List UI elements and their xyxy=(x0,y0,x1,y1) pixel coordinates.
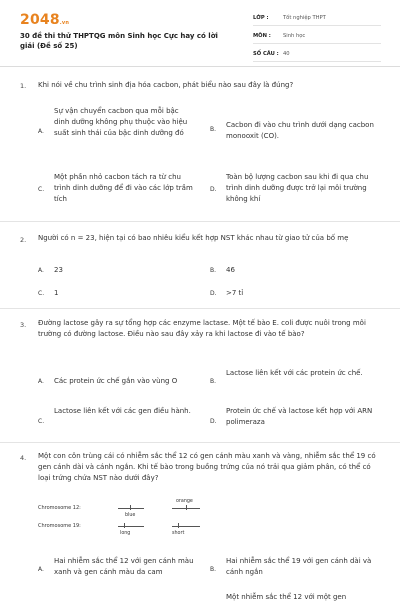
option-letter: B. xyxy=(210,378,217,385)
option-letter: C. xyxy=(38,290,45,297)
question-number: 3. xyxy=(20,321,27,329)
option-letter: A. xyxy=(38,128,44,135)
chromosome-12-left-locus xyxy=(130,505,131,510)
option-letter: B. xyxy=(210,267,217,274)
document-title: 30 đề thi thử THPTQG môn Sinh học Cực hay có lời giải (Đề số 25) xyxy=(20,32,218,50)
meta-row-class: LỚP : Tốt nghiệp THPT xyxy=(253,13,381,26)
chromosome-19-left xyxy=(118,526,144,527)
option-d-partial[interactable]: Một nhiễm sắc thể 12 với một gen xyxy=(226,593,347,601)
option-letter: A. xyxy=(38,267,44,274)
question-number: 1. xyxy=(20,82,27,90)
site-logo[interactable]: 2048.vn xyxy=(20,12,70,28)
option-a[interactable]: Các protein ức chế gắn vào vùng O xyxy=(54,377,178,385)
option-c[interactable]: Một phần nhỏ cacbon tách ra từ chu trình dinh dưỡng để đi vào các lớp trầm tích xyxy=(54,173,193,203)
option-letter: D. xyxy=(210,418,217,425)
option-d[interactable]: Toàn bộ lượng cacbon sau khi đi qua chu trình dinh dưỡng được trở lại môi trường không khí xyxy=(226,173,369,203)
chromosome-12-label: Chromosome 12: xyxy=(38,505,81,511)
option-letter: C. xyxy=(38,186,45,193)
option-letter: A. xyxy=(38,378,44,385)
question-text: Người có n = 23, hiện tại có bao nhiêu kiểu kết hợp NST khác nhau từ giao tử của bố mẹ xyxy=(38,234,349,242)
chromosome-19-left-locus xyxy=(124,523,125,528)
question-number: 2. xyxy=(20,236,27,244)
question-number: 4. xyxy=(20,454,27,462)
option-b[interactable]: Hai nhiễm sắc thể 19 với gen cánh dài và cánh ngắn xyxy=(226,557,372,576)
option-b[interactable]: Cacbon đi vào chu trình dưới dạng cacbon monooxit (CO). xyxy=(226,121,374,140)
question-text: Một con côn trùng cái có nhiễm sắc thể 12 có gen cánh màu xanh và vàng, nhiễm sắc thể 19 có gen cánh dài và cánh ngắn. Khi tế bào trong buồng trứng của nó trải qua giảm phân, có thể có loại trứng chứa NST nào dưới đây? xyxy=(38,452,376,482)
option-d[interactable]: >7 tỉ xyxy=(226,289,244,297)
header-divider xyxy=(0,66,400,67)
option-letter: C. xyxy=(38,418,45,425)
question-text: Khi nói về chu trình sinh địa hóa cacbon, phát biểu nào sau đây là đúng? xyxy=(38,81,294,89)
option-letter: B. xyxy=(210,566,217,573)
chromosome-19-right xyxy=(172,526,200,527)
option-d[interactable]: Protein ức chế và lactose kết hợp với ARN polimeraza xyxy=(226,407,373,426)
meta-row-question-count: SỐ CÂU : 40 xyxy=(253,49,381,62)
meta-row-subject: MÔN : Sinh học xyxy=(253,31,381,44)
option-letter: D. xyxy=(210,186,217,193)
option-b[interactable]: 46 xyxy=(226,266,235,274)
option-a[interactable]: Hai nhiễm sắc thể 12 với gen cánh màu xanh và gen cánh màu da cam xyxy=(54,557,194,576)
gene-short-label: short xyxy=(172,531,185,536)
option-letter: A. xyxy=(38,566,44,573)
question-divider xyxy=(0,221,400,222)
question-divider xyxy=(0,308,400,309)
gene-orange-label: orange xyxy=(176,499,193,504)
option-letter: B. xyxy=(210,126,217,133)
option-letter: D. xyxy=(210,290,217,297)
chromosome-19-label: Chromosome 19: xyxy=(38,523,81,529)
chromosome-12-right-locus xyxy=(186,505,187,510)
document-meta xyxy=(253,13,381,67)
option-c[interactable]: Lactose liên kết với các gen điều hành. xyxy=(54,407,191,415)
option-c[interactable]: 1 xyxy=(54,289,59,297)
question-divider xyxy=(0,442,400,443)
question-text: Đường lactose gây ra sự tổng hợp các enzyme lactase. Một tế bào E. coli được nuôi trong môi trường có đường lactose. Điều nào sau đây xảy ra khi lactose đi vào tế bào? xyxy=(38,319,366,338)
option-b[interactable]: Lactose liên kết với các protein ức chế. xyxy=(226,369,363,377)
option-a[interactable]: 23 xyxy=(54,266,63,274)
chromosome-19-right-locus xyxy=(178,523,179,528)
option-a[interactable]: Sự vận chuyển cacbon qua mỗi bậc dinh dưỡng không phụ thuộc vào hiệu suất sinh thái của bậc dinh dưỡng đó xyxy=(54,107,188,137)
chromosome-12-left xyxy=(118,508,144,509)
gene-long-label: long xyxy=(120,531,131,536)
document-header xyxy=(0,0,400,62)
gene-blue-label: blue xyxy=(125,513,136,518)
